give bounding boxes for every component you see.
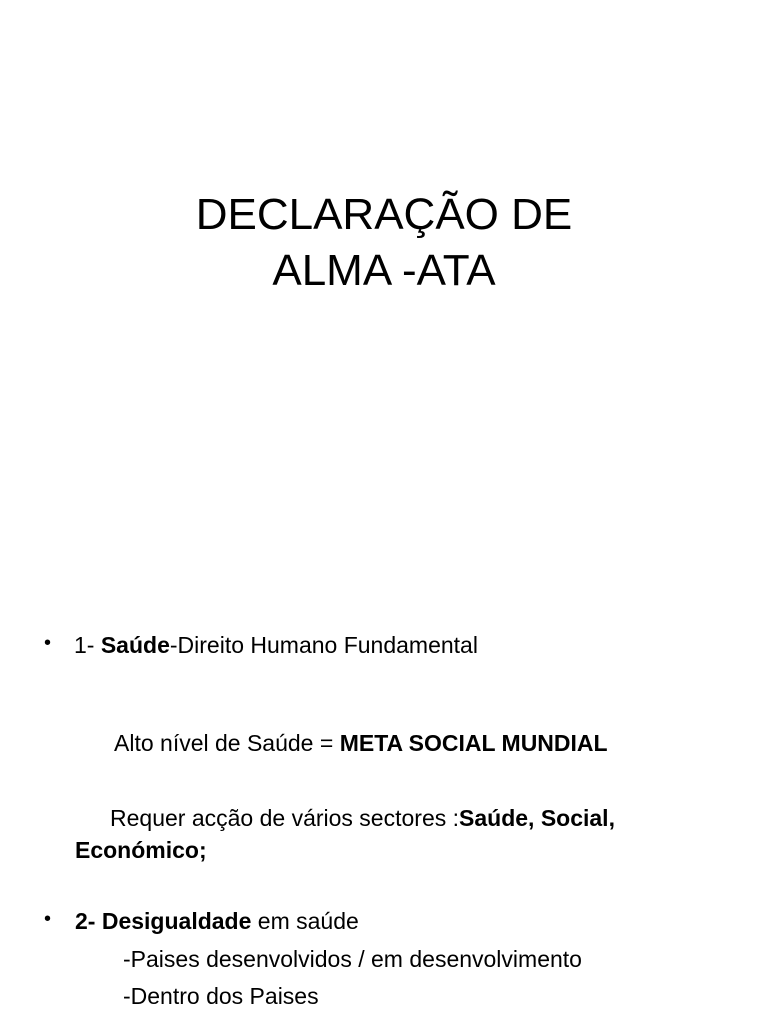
bullet-item-2 [75, 907, 359, 935]
bullet-1-bold: Saúde [100, 632, 170, 658]
bullet-2-sub-1: -Paises desenvolvidos / em desenvolvimento [123, 946, 582, 972]
bullet-1-sub-2-text: Requer acção de vários sectores : [110, 805, 460, 831]
bullet-1-sub-2-cont [75, 836, 207, 864]
bullet-2-rest: em saúde [251, 908, 359, 934]
bullet-marker-2: • [44, 908, 52, 930]
title-line-1: DECLARAÇÃO DE [195, 190, 573, 239]
bullet-1-sub-1 [114, 729, 608, 757]
bullet-1-sub-1-bold: META SOCIAL MUNDIAL [339, 730, 608, 756]
bullet-marker-1: • [44, 632, 52, 654]
bullet-1-rest: -Direito Humano Fundamental [169, 632, 478, 658]
bullet-2-bold: 2- Desigualdade [75, 908, 252, 934]
bullet-1-sub-1-text: Alto nível de Saúde = [114, 730, 340, 756]
bullet-2-sub-2: -Dentro dos Paises [123, 983, 319, 1009]
bullet-1-number: 1- [74, 632, 95, 658]
bullet-item-1 [74, 631, 478, 659]
bullet-1-sub-2-bold: Saúde, Social, [459, 805, 615, 831]
bullet-1-sub-2-bold-cont: Económico; [75, 837, 207, 863]
bullet-1-sub-2 [110, 804, 615, 832]
title-line-2: ALMA -ATA [272, 246, 496, 295]
